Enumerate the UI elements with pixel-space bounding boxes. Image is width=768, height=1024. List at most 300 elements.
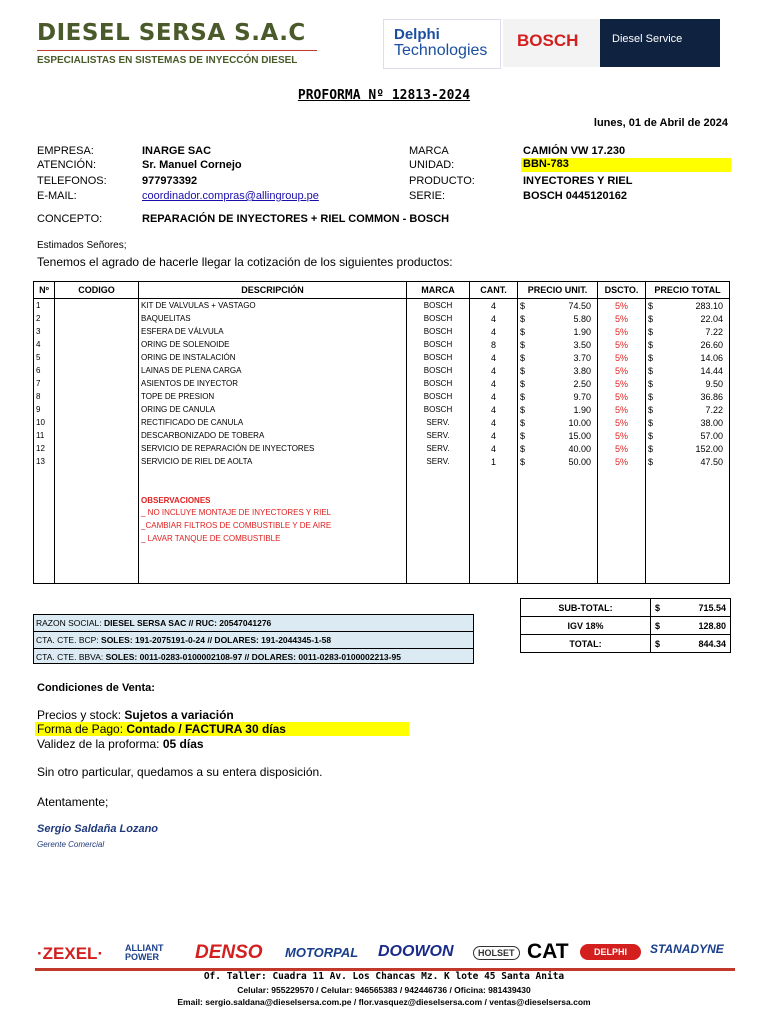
cell-codigo: [55, 364, 139, 377]
cell-text: 4: [490, 430, 496, 441]
igv-amount: 128.80: [698, 620, 726, 631]
cell-text: 3.80: [573, 365, 591, 376]
delphi-logo-subtext: Technologies: [394, 42, 488, 59]
bcp-row: [34, 632, 473, 649]
bbva-row: [34, 649, 473, 665]
validez-value: 05 días: [162, 737, 204, 751]
empty-cell: [470, 468, 518, 496]
delphi-logo-text: Delphi: [394, 26, 440, 43]
bank-info-box: [33, 614, 474, 664]
precios-value: Sujetos a variación: [124, 708, 234, 722]
cell-cant: [470, 416, 518, 429]
cell-text: 8: [36, 392, 41, 401]
denso-logo: DENSO: [195, 942, 263, 963]
cell-cant: [470, 299, 518, 313]
cell-text: 10.00: [568, 417, 591, 428]
cell-text: 9.70: [573, 391, 591, 402]
cell-precio-total: [646, 338, 730, 351]
cell-precio-unit: [518, 390, 598, 403]
holset-logo: HOLSET: [473, 946, 520, 960]
table-row: [34, 429, 730, 442]
cell-codigo: [55, 442, 139, 455]
table-spacer-row: [34, 547, 730, 584]
cell-precio-unit: [518, 312, 598, 325]
cell-precio-total: [646, 364, 730, 377]
cat-logo: CAT: [527, 940, 569, 963]
cell-text: BOSCH: [423, 379, 453, 388]
subtotal-value: [651, 599, 731, 617]
cell-text: SERV.: [426, 431, 450, 440]
closing-text: Sin otro particular, quedamos a su entera disposición.: [37, 765, 323, 779]
currency-symbol: $: [648, 456, 654, 467]
marca-value: CAMIÓN VW 17.230: [523, 145, 626, 157]
validez-label: Validez de la proforma:: [37, 737, 163, 751]
motorpal-logo: MOTORPAL: [285, 945, 359, 960]
cell-text: 4: [36, 340, 41, 349]
cell-cant: [470, 325, 518, 338]
cell-description: [139, 442, 407, 455]
cell-cant: [470, 429, 518, 442]
currency-symbol: $: [648, 300, 654, 311]
cell-codigo: [55, 455, 139, 468]
currency-symbol: $: [520, 326, 526, 337]
cell-text: 15.00: [568, 430, 591, 441]
precios-label: Precios y stock:: [37, 708, 125, 722]
currency-symbol: $: [648, 417, 654, 428]
currency-symbol: $: [655, 620, 661, 631]
empty-cell: [139, 547, 407, 584]
cell-codigo: [55, 403, 139, 416]
cell-number: [34, 442, 55, 455]
col-header-dscto: DSCTO.: [598, 282, 646, 299]
cell-codigo: [55, 338, 139, 351]
empresa-value: INARGE SAC: [142, 145, 212, 157]
cell-precio-unit: [518, 442, 598, 455]
cell-text: 152.00: [695, 443, 723, 454]
col-header-precio-total: PRECIO TOTAL: [646, 282, 730, 299]
cell-text: 57.00: [700, 430, 723, 441]
cell-precio-unit: [518, 351, 598, 364]
items-table: [33, 281, 730, 584]
cell-text: 50.00: [568, 456, 591, 467]
cell-text: ESFERA DE VÁLVULA: [141, 327, 224, 336]
currency-symbol: $: [648, 378, 654, 389]
empty-cell: [646, 496, 730, 547]
cell-number: [34, 299, 55, 313]
cell-dscto: [598, 325, 646, 338]
cell-text: 4: [490, 404, 496, 415]
cell-precio-total: [646, 455, 730, 468]
cell-text: 4: [490, 326, 496, 337]
header-divider: [37, 50, 317, 51]
cell-precio-unit: [518, 403, 598, 416]
observaciones-cell: [139, 496, 407, 547]
cell-text: 1.90: [573, 404, 591, 415]
cell-text: 4: [490, 443, 496, 454]
observacion-item: _ LAVAR TANQUE DE COMBUSTIBLE: [141, 534, 281, 543]
table-row: [34, 442, 730, 455]
cell-precio-total: [646, 312, 730, 325]
cell-codigo: [55, 351, 139, 364]
cell-precio-total: [646, 416, 730, 429]
cell-text: 5%: [614, 378, 628, 389]
empty-cell: [407, 547, 470, 584]
document-date: lunes, 01 de Abril de 2024: [593, 117, 728, 129]
cell-text: SERV.: [426, 457, 450, 466]
greeting: Estimados Señores;: [37, 240, 127, 251]
observaciones-row: [34, 496, 730, 547]
cell-marca: [407, 325, 470, 338]
brand-logos-strip: [35, 940, 735, 970]
delphi-footer-logo: DELPHI: [580, 944, 641, 960]
bbva-label: CTA. CTE. BBVA:: [36, 652, 104, 662]
cell-precio-total: [646, 390, 730, 403]
currency-symbol: $: [648, 326, 654, 337]
cell-precio-unit: [518, 416, 598, 429]
cell-description: [139, 351, 407, 364]
empty-cell: [34, 547, 55, 584]
observacion-item: _ NO INCLUYE MONTAJE DE INYECTORES Y RIEL: [141, 508, 332, 517]
currency-symbol: $: [520, 339, 526, 350]
cell-text: SERV.: [426, 444, 450, 453]
table-row: [34, 351, 730, 364]
igv-row: [521, 617, 731, 635]
table-row: [34, 390, 730, 403]
currency-symbol: $: [648, 404, 654, 415]
cell-dscto: [598, 416, 646, 429]
table-row: [34, 338, 730, 351]
cell-text: 3: [36, 327, 41, 336]
razon-value: DIESEL SERSA SAC // RUC: 20547041276: [104, 618, 272, 628]
subtotal-row: [521, 599, 731, 617]
marca-label: MARCA: [409, 145, 449, 157]
cell-text: 12: [36, 444, 45, 453]
doowon-logo: DOOWON: [378, 943, 454, 960]
currency-symbol: $: [648, 391, 654, 402]
email-link[interactable]: coordinador.compras@allingroup.pe: [142, 190, 319, 202]
cell-cant: [470, 312, 518, 325]
company-name: DIESEL SERSA S.A.C: [37, 20, 306, 46]
cell-text: BAQUELITAS: [141, 314, 191, 323]
table-row: [34, 416, 730, 429]
cell-number: [34, 403, 55, 416]
cell-marca: [407, 416, 470, 429]
cell-description: [139, 299, 407, 313]
cell-text: 4: [490, 378, 496, 389]
cell-number: [34, 364, 55, 377]
cell-text: 5%: [614, 391, 628, 402]
total-label: TOTAL:: [521, 635, 651, 653]
currency-symbol: $: [520, 365, 526, 376]
currency-symbol: $: [520, 417, 526, 428]
table-row: [34, 364, 730, 377]
empty-cell: [598, 496, 646, 547]
cell-codigo: [55, 377, 139, 390]
cell-description: [139, 455, 407, 468]
cell-text: SERVICIO DE RIEL DE AOLTA: [141, 457, 253, 466]
cell-dscto: [598, 351, 646, 364]
cell-text: 3.50: [573, 339, 591, 350]
pago-line: [35, 722, 409, 736]
currency-symbol: $: [648, 443, 654, 454]
table-row: [34, 377, 730, 390]
cell-marca: [407, 299, 470, 313]
cell-text: 10: [36, 418, 45, 427]
diesel-service-text: Diesel Service: [612, 33, 683, 45]
empty-cell: [34, 468, 55, 496]
cell-text: LAINAS DE PLENA CARGA: [141, 366, 242, 375]
col-header-descripcion: DESCRIPCIÓN: [139, 282, 407, 299]
cell-dscto: [598, 390, 646, 403]
email-label: E-MAIL:: [37, 190, 77, 202]
cell-dscto: [598, 312, 646, 325]
cell-dscto: [598, 299, 646, 313]
col-header-marca: MARCA: [407, 282, 470, 299]
cell-precio-unit: [518, 299, 598, 313]
cell-text: ASIENTOS DE INYECTOR: [141, 379, 239, 388]
cell-text: 9: [36, 405, 41, 414]
table-row: [34, 455, 730, 468]
currency-symbol: $: [648, 352, 654, 363]
precios-line: [37, 708, 234, 722]
cell-text: 8: [490, 339, 496, 350]
cell-marca: [407, 351, 470, 364]
cell-text: 5%: [614, 443, 628, 454]
empty-cell: [139, 468, 407, 496]
cell-number: [34, 455, 55, 468]
cell-cant: [470, 364, 518, 377]
cell-text: 14.06: [700, 352, 723, 363]
empty-cell: [470, 496, 518, 547]
currency-symbol: $: [648, 430, 654, 441]
cell-number: [34, 351, 55, 364]
empty-cell: [407, 468, 470, 496]
cell-text: 2: [36, 314, 41, 323]
cell-text: 1: [36, 301, 41, 310]
cell-text: 13: [36, 457, 45, 466]
empty-cell: [55, 468, 139, 496]
currency-symbol: $: [648, 365, 654, 376]
cell-text: 4: [490, 300, 496, 311]
telefonos-label: TELEFONOS:: [37, 175, 107, 187]
cell-text: SERVICIO DE REPARACIÓN DE INYECTORES: [141, 444, 315, 453]
currency-symbol: $: [520, 430, 526, 441]
alliant-power-logo: ALLIANT POWER: [125, 943, 164, 962]
currency-symbol: $: [520, 378, 526, 389]
cell-codigo: [55, 416, 139, 429]
cell-marca: [407, 390, 470, 403]
cell-text: 7.22: [705, 326, 723, 337]
cell-text: 4: [490, 365, 496, 376]
cell-text: 14.44: [700, 365, 723, 376]
cell-cant: [470, 442, 518, 455]
cell-text: 5%: [614, 313, 628, 324]
cell-dscto: [598, 403, 646, 416]
table-header-row: [34, 282, 730, 299]
currency-symbol: $: [655, 638, 661, 649]
cell-text: 5%: [614, 417, 628, 428]
cell-text: 3.70: [573, 352, 591, 363]
cell-precio-unit: [518, 455, 598, 468]
footer-address: Of. Taller: Cuadra 11 Av. Los Chancas Mz. K lote 45 Santa Anita: [203, 971, 565, 982]
cell-text: 5%: [614, 456, 628, 467]
table-row: [34, 312, 730, 325]
cell-description: [139, 390, 407, 403]
total-value: [651, 635, 731, 653]
cell-text: 5.80: [573, 313, 591, 324]
empty-cell: [518, 547, 598, 584]
cell-text: 2.50: [573, 378, 591, 389]
cell-precio-unit: [518, 338, 598, 351]
empty-cell: [646, 547, 730, 584]
cell-text: 5%: [614, 339, 628, 350]
cell-precio-total: [646, 403, 730, 416]
cell-codigo: [55, 429, 139, 442]
footer-emails: Email: sergio.saldana@dieselsersa.com.pe / flor.vasquez@dieselsersa.com / ventas@dieselsersa.com: [177, 997, 591, 1007]
col-header-codigo: CODIGO: [55, 282, 139, 299]
cell-text: BOSCH: [423, 353, 453, 362]
cell-text: 7: [36, 379, 41, 388]
cell-text: 4: [490, 417, 496, 428]
cell-description: [139, 364, 407, 377]
cell-description: [139, 416, 407, 429]
cell-number: [34, 312, 55, 325]
company-tagline: ESPECIALISTAS EN SISTEMAS DE INYECCÓN DIESEL: [37, 55, 298, 66]
cell-marca: [407, 403, 470, 416]
telefonos-value: 977973392: [142, 175, 198, 187]
cell-precio-total: [646, 442, 730, 455]
proforma-title: [0, 88, 768, 103]
cell-cant: [470, 403, 518, 416]
cell-marca: [407, 312, 470, 325]
atencion-value: Sr. Manuel Cornejo: [142, 159, 242, 171]
subtotal-label: SUB-TOTAL:: [521, 599, 651, 617]
cell-text: 26.60: [700, 339, 723, 350]
cell-number: [34, 377, 55, 390]
cell-description: [139, 403, 407, 416]
empty-cell: [407, 496, 470, 547]
empty-cell: [470, 547, 518, 584]
cell-precio-unit: [518, 377, 598, 390]
table-row: [34, 299, 730, 313]
signer-name: Sergio Saldaña Lozano: [37, 823, 159, 835]
cell-text: 6: [36, 366, 41, 375]
cell-text: 4: [490, 352, 496, 363]
cell-text: ORING DE SOLENOIDE: [141, 340, 230, 349]
cell-codigo: [55, 325, 139, 338]
cell-text: 11: [36, 431, 45, 440]
cell-text: 5%: [614, 430, 628, 441]
razon-label: RAZON SOCIAL:: [36, 618, 102, 628]
cell-dscto: [598, 455, 646, 468]
cell-precio-unit: [518, 364, 598, 377]
cell-text: ORING DE CANULA: [141, 405, 216, 414]
cell-text: ORING DE INSTALACIÓN: [141, 353, 236, 362]
cell-text: RECTIFICADO DE CANULA: [141, 418, 244, 427]
cell-precio-total: [646, 377, 730, 390]
cell-dscto: [598, 338, 646, 351]
cell-text: TOPE DE PRESION: [141, 392, 215, 401]
currency-symbol: $: [520, 456, 526, 467]
col-header-cant: CANT.: [470, 282, 518, 299]
cell-text: 5%: [614, 352, 628, 363]
zexel-logo: ·ZEXEL·: [37, 944, 104, 963]
table-row: [34, 325, 730, 338]
empty-cell: [55, 496, 139, 547]
currency-symbol: $: [520, 391, 526, 402]
cell-text: BOSCH: [423, 301, 453, 310]
cell-text: 47.50: [700, 456, 723, 467]
serie-label: SERIE:: [409, 190, 446, 202]
igv-label: IGV 18%: [521, 617, 651, 635]
total-row: [521, 635, 731, 653]
unidad-label: UNIDAD:: [409, 159, 455, 171]
cell-text: BOSCH: [423, 405, 453, 414]
bcp-label: CTA. CTE. BCP:: [36, 635, 99, 645]
currency-symbol: $: [520, 313, 526, 324]
cell-number: [34, 325, 55, 338]
signer-role: Gerente Comercial: [37, 840, 105, 849]
atencion-label: ATENCIÓN:: [37, 159, 97, 171]
cell-text: BOSCH: [423, 340, 453, 349]
cell-text: 4: [490, 313, 496, 324]
cell-text: 9.50: [705, 378, 723, 389]
cell-cant: [470, 390, 518, 403]
bosch-logo-text: BOSCH: [517, 31, 579, 50]
cell-text: 22.04: [700, 313, 723, 324]
cell-text: KIT DE VALVULAS + VASTAGO: [141, 301, 256, 310]
cell-text: 1.90: [573, 326, 591, 337]
col-header-precio-unit: PRECIO UNIT.: [518, 282, 598, 299]
cell-precio-unit: [518, 429, 598, 442]
validez-line: [37, 737, 204, 751]
currency-symbol: $: [648, 339, 654, 350]
cell-dscto: [598, 364, 646, 377]
unidad-value: BBN-783: [521, 158, 731, 172]
cell-text: 5%: [614, 300, 628, 311]
currency-symbol: $: [520, 443, 526, 454]
empty-cell: [55, 547, 139, 584]
cell-cant: [470, 455, 518, 468]
proforma-title-text: PROFORMA Nº 12813-2024: [297, 88, 471, 103]
empty-cell: [518, 468, 598, 496]
currency-symbol: $: [655, 602, 661, 613]
cell-precio-total: [646, 299, 730, 313]
serie-value: BOSCH 0445120162: [523, 190, 627, 202]
cell-dscto: [598, 442, 646, 455]
cell-cant: [470, 377, 518, 390]
cell-precio-total: [646, 351, 730, 364]
conditions-title: Condiciones de Venta:: [37, 682, 155, 694]
stanadyne-logo: STANADYNE: [650, 942, 724, 956]
empresa-label: EMPRESA:: [37, 145, 94, 157]
empty-cell: [518, 496, 598, 547]
cell-codigo: [55, 299, 139, 313]
empty-cell: [646, 468, 730, 496]
table-row: [34, 403, 730, 416]
currency-symbol: $: [520, 352, 526, 363]
cell-text: 5%: [614, 404, 628, 415]
cell-description: [139, 338, 407, 351]
diesel-service-logo: [600, 19, 720, 67]
cell-marca: [407, 455, 470, 468]
cell-text: BOSCH: [423, 327, 453, 336]
cell-text: 1: [490, 456, 496, 467]
cell-description: [139, 312, 407, 325]
currency-symbol: $: [520, 300, 526, 311]
concepto-value: REPARACIÓN DE INYECTORES + RIEL COMMON - BOSCH: [142, 213, 450, 225]
totals-table: [520, 598, 731, 653]
